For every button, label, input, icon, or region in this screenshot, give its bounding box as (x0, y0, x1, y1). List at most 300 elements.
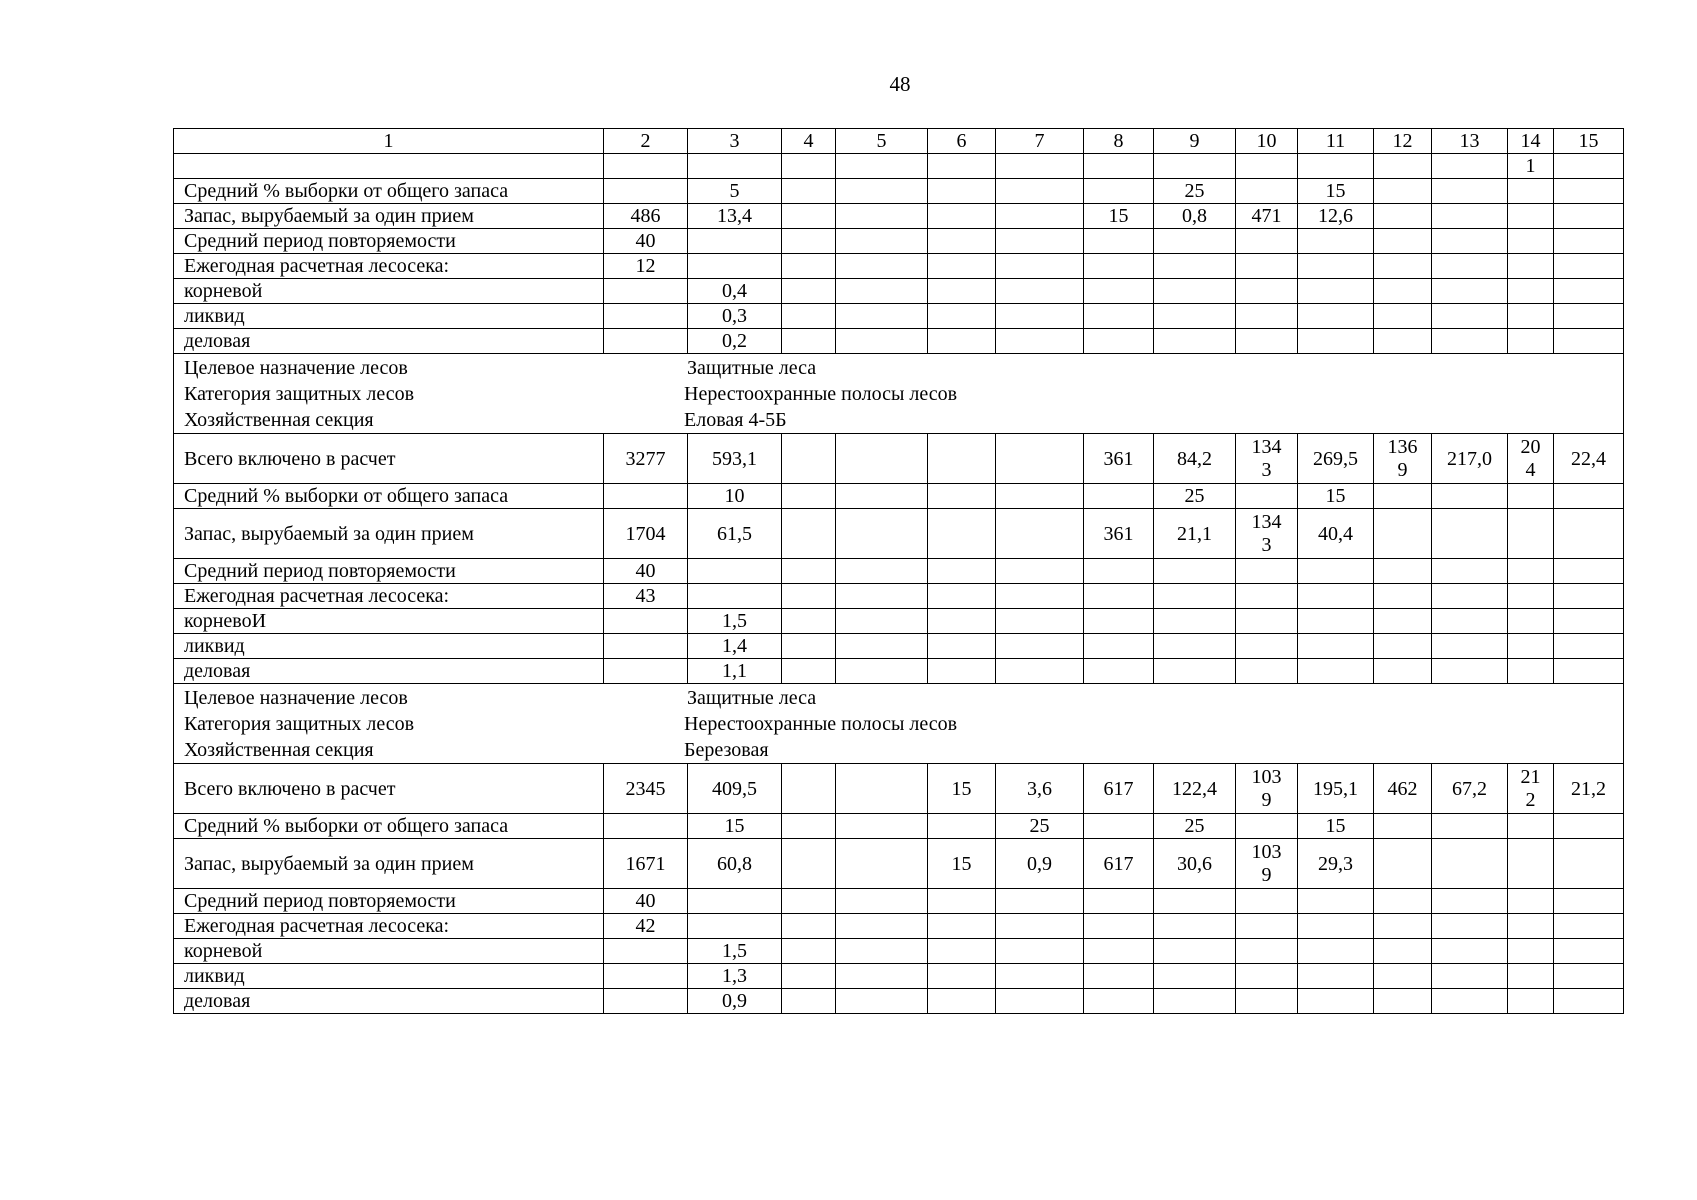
table-cell (782, 764, 836, 814)
table-cell (836, 434, 928, 484)
table-cell (782, 584, 836, 609)
table-cell (836, 989, 928, 1014)
table-cell (1554, 484, 1624, 509)
table-cell: 134 3 (1236, 509, 1298, 559)
table-cell (782, 229, 836, 254)
table-cell (604, 304, 688, 329)
table-cell (1554, 989, 1624, 1014)
table-cell (1154, 939, 1236, 964)
table-cell: 3,6 (996, 764, 1084, 814)
table-cell (1236, 329, 1298, 354)
table-cell (928, 279, 996, 304)
table-cell: 1704 (604, 509, 688, 559)
table-cell (1508, 179, 1554, 204)
table-cell: 15 (928, 764, 996, 814)
table-row (174, 814, 1624, 839)
table-cell (1554, 584, 1624, 609)
table-cell (782, 659, 836, 684)
table-cell (1554, 329, 1624, 354)
table-cell: 122,4 (1154, 764, 1236, 814)
table-cell (1084, 914, 1154, 939)
table-cell: 1,1 (688, 659, 782, 684)
table-row (174, 254, 1624, 279)
table-cell (1432, 204, 1508, 229)
table-cell: 486 (604, 204, 688, 229)
table-cell (1432, 914, 1508, 939)
table-cell (836, 509, 928, 559)
table-cell (782, 939, 836, 964)
table-cell (1298, 279, 1374, 304)
table-cell (836, 229, 928, 254)
table-cell (1554, 204, 1624, 229)
table-cell (996, 204, 1084, 229)
table-cell (1154, 254, 1236, 279)
table-cell (782, 204, 836, 229)
table-cell (1084, 279, 1154, 304)
table-cell: 13 (1432, 129, 1508, 154)
table-cell: 12 (1374, 129, 1432, 154)
table-row (174, 179, 1624, 204)
table-cell: 67,2 (1432, 764, 1508, 814)
table-row (174, 329, 1624, 354)
table-cell (1084, 964, 1154, 989)
table-cell: 2 (604, 129, 688, 154)
info-value: Нерестоохранные полосы лесов (684, 713, 958, 735)
table-cell (604, 484, 688, 509)
table-cell (1154, 609, 1236, 634)
table-cell (836, 814, 928, 839)
table-cell (1298, 559, 1374, 584)
info-label: Категория защитных лесов (184, 383, 415, 405)
table-cell (1508, 889, 1554, 914)
table-cell (174, 154, 604, 179)
table-cell (996, 434, 1084, 484)
table-cell (1236, 279, 1298, 304)
table-cell (1554, 279, 1624, 304)
page-number: 48 (889, 72, 911, 96)
table-cell (1298, 329, 1374, 354)
table-row (174, 559, 1624, 584)
table-cell: 103 9 (1236, 839, 1298, 889)
table-cell (836, 914, 928, 939)
table-cell (1432, 559, 1508, 584)
table-cell (996, 179, 1084, 204)
table-cell (996, 254, 1084, 279)
table-cell (1554, 814, 1624, 839)
section-info-row (174, 354, 1624, 434)
table-cell (928, 914, 996, 939)
table-cell (1432, 509, 1508, 559)
table-cell (782, 964, 836, 989)
table-cell (928, 559, 996, 584)
table-cell (836, 964, 928, 989)
table-cell (688, 254, 782, 279)
table-cell: 5 (688, 179, 782, 204)
table-cell (604, 939, 688, 964)
table-cell (1236, 254, 1298, 279)
table-cell (928, 584, 996, 609)
table-cell (1374, 839, 1432, 889)
table-cell (1432, 279, 1508, 304)
table-cell (1508, 304, 1554, 329)
table-cell (688, 229, 782, 254)
table-cell (836, 204, 928, 229)
table-cell (782, 434, 836, 484)
table-cell: 14 (1508, 129, 1554, 154)
table-cell (1554, 229, 1624, 254)
table-cell (836, 839, 928, 889)
table-row (174, 509, 1624, 559)
table-cell: 103 9 (1236, 764, 1298, 814)
table-cell: 15 (688, 814, 782, 839)
table-row (174, 634, 1624, 659)
table-cell: 22,4 (1554, 434, 1624, 484)
table-cell (1298, 659, 1374, 684)
table-cell: 6 (928, 129, 996, 154)
table-cell (1432, 964, 1508, 989)
table-cell (928, 964, 996, 989)
table-cell: 42 (604, 914, 688, 939)
table-cell (1432, 329, 1508, 354)
row-label: корневой (174, 279, 604, 304)
table-cell (836, 254, 928, 279)
table-cell: 0,2 (688, 329, 782, 354)
table-cell (1374, 509, 1432, 559)
info-line (174, 737, 1623, 763)
table-cell (1374, 659, 1432, 684)
row-label: ликвид (174, 964, 604, 989)
table-cell (782, 914, 836, 939)
row-label: ликвид (174, 304, 604, 329)
table-cell (604, 964, 688, 989)
table-cell (996, 584, 1084, 609)
forest-calculation-table (173, 128, 1624, 1014)
table-cell: 84,2 (1154, 434, 1236, 484)
table-cell (1084, 329, 1154, 354)
table-row (174, 484, 1624, 509)
table-cell (836, 304, 928, 329)
table-row (174, 584, 1624, 609)
table-cell: 15 (928, 839, 996, 889)
info-line (174, 407, 1623, 433)
row-label: Средний % выборки от общего запаса (174, 484, 604, 509)
table-cell (1508, 509, 1554, 559)
table-cell (1432, 609, 1508, 634)
table-cell (1154, 279, 1236, 304)
table-cell: 0,3 (688, 304, 782, 329)
row-label: Запас, вырубаемый за один прием (174, 509, 604, 559)
table-cell (1374, 229, 1432, 254)
table-cell (1554, 559, 1624, 584)
table-cell (782, 279, 836, 304)
table-cell (836, 764, 928, 814)
table-cell: 361 (1084, 434, 1154, 484)
table-cell: 136 9 (1374, 434, 1432, 484)
table-cell (604, 154, 688, 179)
info-label: Целевое назначение лесов (184, 357, 408, 379)
table-cell (1508, 814, 1554, 839)
info-value: Еловая 4-5Б (684, 409, 787, 431)
table-cell (1298, 304, 1374, 329)
table-cell: 1,4 (688, 634, 782, 659)
table-cell (1554, 304, 1624, 329)
info-label: Хозяйственная секция (184, 739, 374, 761)
table-cell (1154, 229, 1236, 254)
table-cell (604, 179, 688, 204)
table-cell (1236, 229, 1298, 254)
table-cell: 9 (1154, 129, 1236, 154)
table-cell (1084, 584, 1154, 609)
table-cell (1508, 989, 1554, 1014)
table-cell (1508, 329, 1554, 354)
table-cell: 15 (1298, 484, 1374, 509)
table-cell: 217,0 (1432, 434, 1508, 484)
table-cell (1374, 814, 1432, 839)
table-cell: 462 (1374, 764, 1432, 814)
table-cell (1236, 634, 1298, 659)
info-value: Защитные леса (687, 357, 817, 379)
table-cell: 0,8 (1154, 204, 1236, 229)
table-cell (1154, 584, 1236, 609)
table-cell (1236, 939, 1298, 964)
row-label: Ежегодная расчетная лесосека: (174, 254, 604, 279)
table-cell (1236, 914, 1298, 939)
table-cell (928, 434, 996, 484)
table-row (174, 989, 1624, 1014)
column-number-row (174, 129, 1624, 154)
table-row (174, 889, 1624, 914)
table-cell (1298, 229, 1374, 254)
table-cell: 617 (1084, 764, 1154, 814)
table-cell (1508, 839, 1554, 889)
table-cell (836, 889, 928, 914)
row-label: корневой (174, 939, 604, 964)
table-cell (1508, 484, 1554, 509)
info-line (174, 381, 1623, 407)
table-cell (836, 179, 928, 204)
table-cell (1432, 304, 1508, 329)
table-cell (1236, 559, 1298, 584)
table-cell (782, 634, 836, 659)
table-cell (996, 914, 1084, 939)
table-cell (996, 304, 1084, 329)
table-cell (1374, 304, 1432, 329)
table-cell (1236, 484, 1298, 509)
table-cell (1236, 964, 1298, 989)
table-row (174, 279, 1624, 304)
table-cell: 25 (1154, 814, 1236, 839)
table-cell (996, 889, 1084, 914)
table-cell (996, 609, 1084, 634)
table-cell (928, 204, 996, 229)
table-cell: 8 (1084, 129, 1154, 154)
row-label: корневоИ (174, 609, 604, 634)
row-label: деловая (174, 989, 604, 1014)
table-cell (836, 609, 928, 634)
table-cell (836, 329, 928, 354)
table-cell (928, 254, 996, 279)
info-line (174, 685, 1623, 711)
table-cell (1084, 634, 1154, 659)
table-cell (928, 609, 996, 634)
table-cell: 21,1 (1154, 509, 1236, 559)
table-cell (1554, 939, 1624, 964)
table-cell (782, 329, 836, 354)
table-cell (1432, 154, 1508, 179)
table-cell: 15 (1298, 179, 1374, 204)
table-cell (836, 154, 928, 179)
table-cell: 12 (604, 254, 688, 279)
table-cell: 1,5 (688, 939, 782, 964)
table-cell (1298, 584, 1374, 609)
row-label: Средний % выборки от общего запаса (174, 814, 604, 839)
table-cell (996, 659, 1084, 684)
table-cell (1298, 914, 1374, 939)
table-cell (996, 559, 1084, 584)
table-cell (604, 279, 688, 304)
table-cell (1154, 154, 1236, 179)
table-cell (1508, 279, 1554, 304)
table-cell (1084, 254, 1154, 279)
table-row (174, 609, 1624, 634)
table-cell: 25 (1154, 484, 1236, 509)
table-cell: 617 (1084, 839, 1154, 889)
table-cell: 21,2 (1554, 764, 1624, 814)
table-row (174, 939, 1624, 964)
table-cell (928, 659, 996, 684)
table-cell (1554, 254, 1624, 279)
info-line (174, 355, 1623, 381)
table-cell (688, 154, 782, 179)
table-cell (1374, 254, 1432, 279)
table-cell (782, 254, 836, 279)
table-cell (836, 939, 928, 964)
table-cell (1236, 179, 1298, 204)
table-cell: 1671 (604, 839, 688, 889)
table-cell (1374, 634, 1432, 659)
table-cell (1154, 964, 1236, 989)
table-cell (1508, 254, 1554, 279)
table-cell (996, 229, 1084, 254)
table-cell (928, 304, 996, 329)
table-cell (1236, 304, 1298, 329)
table-cell (928, 154, 996, 179)
table-cell: 40 (604, 559, 688, 584)
table-cell (1236, 584, 1298, 609)
table-cell (1236, 814, 1298, 839)
table-cell (1154, 329, 1236, 354)
table-cell (1374, 559, 1432, 584)
table-cell: 25 (996, 814, 1084, 839)
info-value: Нерестоохранные полосы лесов (684, 383, 958, 405)
table-cell (1432, 179, 1508, 204)
table-cell (604, 659, 688, 684)
table-cell: 0,9 (688, 989, 782, 1014)
table-cell: 15 (1554, 129, 1624, 154)
table-cell (1084, 609, 1154, 634)
table-cell (928, 179, 996, 204)
row-label: Всего включено в расчет (174, 434, 604, 484)
table-cell (782, 814, 836, 839)
table-cell (1298, 939, 1374, 964)
table-cell (836, 559, 928, 584)
table-cell (1554, 609, 1624, 634)
table-cell (1374, 914, 1432, 939)
table-row (174, 304, 1624, 329)
table-cell (1084, 559, 1154, 584)
table-cell (1508, 964, 1554, 989)
table-cell: 43 (604, 584, 688, 609)
table-cell (1298, 889, 1374, 914)
table-body (174, 129, 1624, 1014)
table-cell (996, 964, 1084, 989)
table-cell (1298, 609, 1374, 634)
table-cell (1508, 559, 1554, 584)
table-cell: 7 (996, 129, 1084, 154)
table-cell: 0,4 (688, 279, 782, 304)
table-cell: 29,3 (1298, 839, 1374, 889)
table-cell (1298, 154, 1374, 179)
table-cell (604, 814, 688, 839)
table-cell: 13,4 (688, 204, 782, 229)
row-label: Ежегодная расчетная лесосека: (174, 584, 604, 609)
carry-over-row (174, 154, 1624, 179)
table-row (174, 204, 1624, 229)
table-cell (1508, 229, 1554, 254)
table-cell (604, 634, 688, 659)
table-cell: 0,9 (996, 839, 1084, 889)
table-cell (1554, 659, 1624, 684)
table-cell (1508, 609, 1554, 634)
table-cell: 471 (1236, 204, 1298, 229)
table-cell: 60,8 (688, 839, 782, 889)
table-cell (1374, 484, 1432, 509)
table-cell (1508, 584, 1554, 609)
table-cell (1084, 229, 1154, 254)
table-cell (1554, 154, 1624, 179)
table-cell (1236, 659, 1298, 684)
table-cell (1236, 889, 1298, 914)
table-cell: 195,1 (1298, 764, 1374, 814)
table-cell (836, 584, 928, 609)
table-cell (782, 609, 836, 634)
table-row (174, 659, 1624, 684)
table-cell (928, 989, 996, 1014)
table-cell (928, 484, 996, 509)
table-cell (1084, 659, 1154, 684)
table-cell: 21 2 (1508, 764, 1554, 814)
table-cell (996, 509, 1084, 559)
table-cell (1432, 634, 1508, 659)
table-cell: 409,5 (688, 764, 782, 814)
table-cell (1374, 204, 1432, 229)
table-cell (836, 634, 928, 659)
table-cell (1298, 634, 1374, 659)
table-cell (1374, 154, 1432, 179)
table-cell: 3277 (604, 434, 688, 484)
row-label: Всего включено в расчет (174, 764, 604, 814)
table-cell: 12,6 (1298, 204, 1374, 229)
table-cell: 11 (1298, 129, 1374, 154)
table-cell (1432, 484, 1508, 509)
table-cell (1554, 509, 1624, 559)
table-cell (1084, 889, 1154, 914)
table-cell (604, 609, 688, 634)
table-cell: 20 4 (1508, 434, 1554, 484)
table-cell (1374, 964, 1432, 989)
row-label: Ежегодная расчетная лесосека: (174, 914, 604, 939)
table-cell (1374, 939, 1432, 964)
